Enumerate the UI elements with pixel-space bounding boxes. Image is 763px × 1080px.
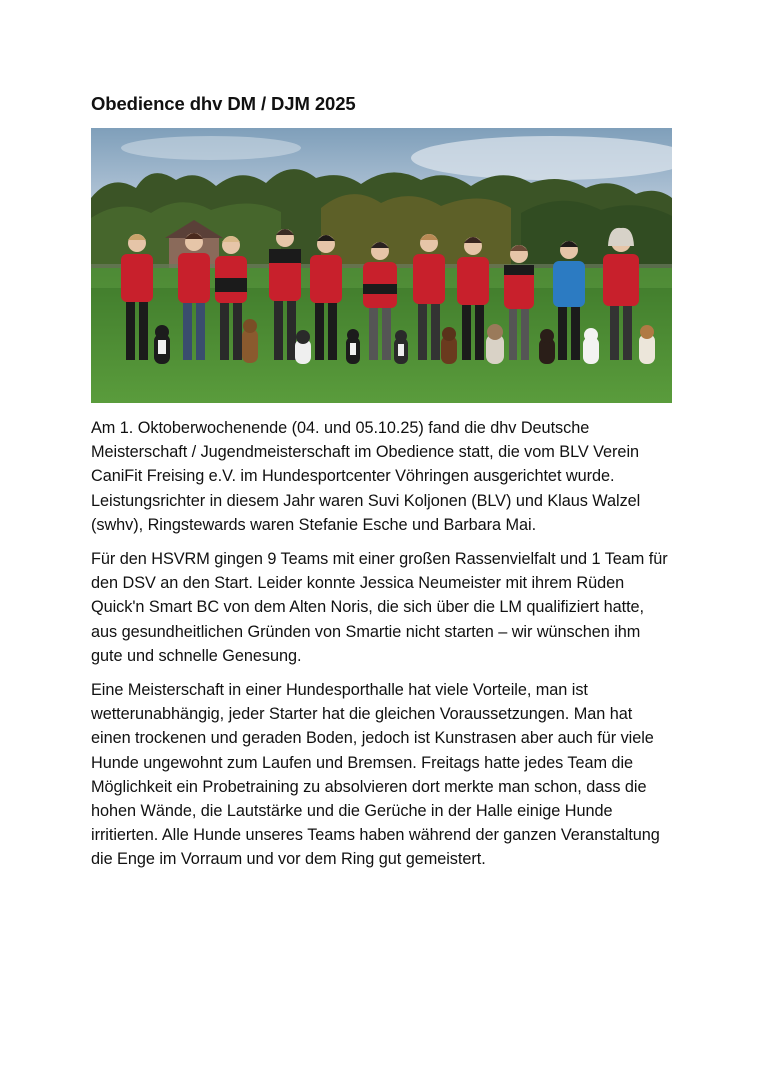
group-photo-icon <box>91 128 672 403</box>
paragraph-2: Für den HSVRM gingen 9 Teams mit einer großen Rassenvielfalt und 1 Team für den DSV an den Start. Leider konnte Jessica Neumeister mit ihrem Rüden Quick'n Smart BC von dem Alten Noris, die sich über die LM qualifiziert hatte, aus gesundheitlichen Gründen von Smartie nicht starten – wir wünschen ihm gute und schnelle Genesung. <box>91 550 668 665</box>
document-page <box>91 92 673 872</box>
paragraph-1: Am 1. Oktoberwochenende (04. und 05.10.25) fand die dhv Deutsche Meisterschaft / Jugendmeisterschaft im Obedience statt, die vom BLV Verein CaniFit Freising e.V. im Hundesportcenter Vöhringen ausgerichtet wurde. Leistungsrichter in diesem Jahr waren Suvi Koljonen (BLV) und Klaus Walzel (swhv), Ringstewards waren Stefanie Esche und Barbara Mai. <box>91 419 641 534</box>
document-title: Obedience dhv DM / DJM 2025 <box>91 93 356 114</box>
group-photo <box>91 128 672 403</box>
paragraph-3: Eine Meisterschaft in einer Hundesporthalle hat viele Vorteile, man ist wetterunabhängig, jeder Starter hat die gleichen Voraussetzungen. Man hat einen trockenen und geraden Boden, jedoch ist Kunstrasen aber auch für viele Hunde ungewohnt zum Laufen und Bremsen. Freitags hatte jedes Team die Möglichkeit ein Probetraining zu absolvieren dort merkte man schon, dass die hohen Wände, die Lautstärke und die Gerüche in der Halle einige Hunde irritierten. Alle Hunde unseres Teams haben während der ganzen Veranstaltung die Enge im Vorraum und vor dem Ring gut gemeistert. <box>91 681 660 869</box>
